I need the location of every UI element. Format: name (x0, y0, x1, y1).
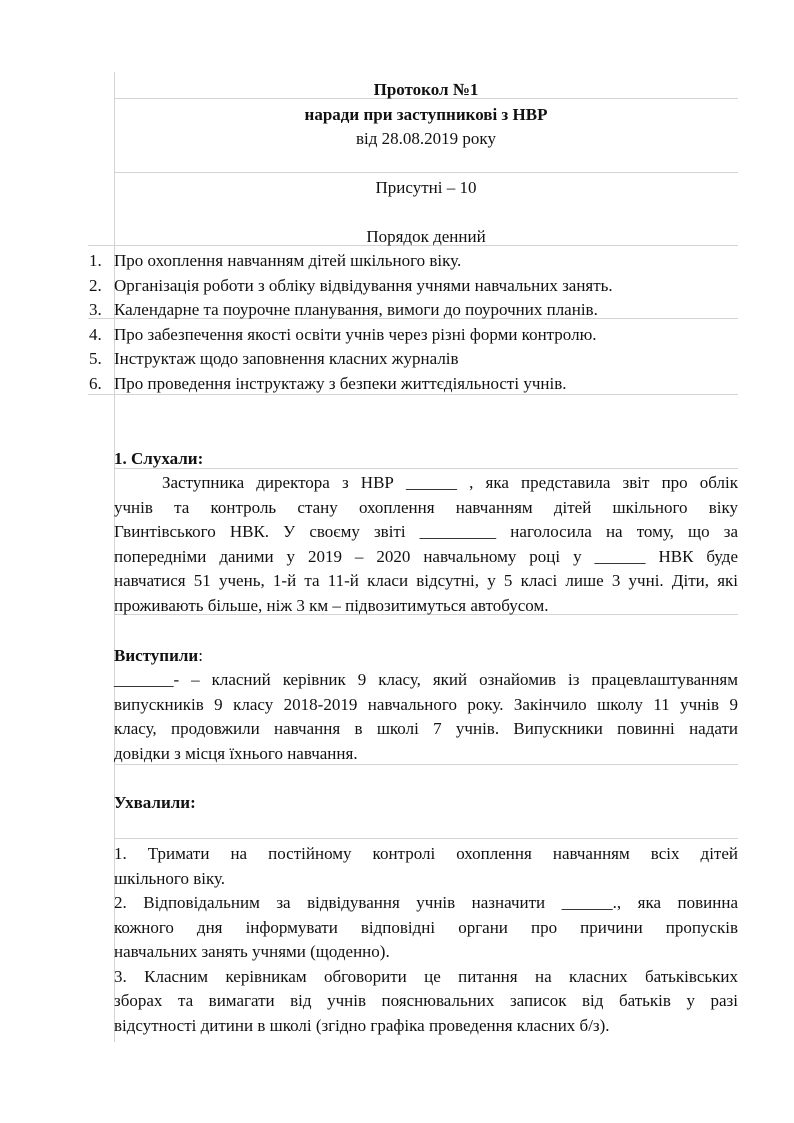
agenda-number: 2. (89, 276, 102, 295)
paragraph-line: довідки з місця їхнього навчання. (114, 743, 358, 763)
paragraph-line: Заступника директора з НВР ______ , яка представила звіт про облік (162, 473, 738, 492)
divider (114, 172, 738, 173)
divider (114, 838, 738, 839)
decision-line: 3. Класним керівникам обговорити це питання на класних батьківських (114, 966, 738, 986)
paragraph-line: класу, продовжили навчання в школі 7 учнів. Випускники повинні надати (114, 719, 738, 738)
heard-paragraph (114, 471, 738, 618)
present-count: Присутні – 10 (375, 178, 477, 197)
decision-line: зборах та вимагати від учнів пояснювальних записок від батьків у разі (114, 991, 738, 1010)
agenda-item: Про забезпечення якості освіти учнів через різні форми контролю. (114, 325, 597, 344)
agenda-item: Інструктаж щодо заповнення класних журналів (114, 349, 459, 368)
paragraph-line: проживають більше, ніж 3 км – підвозитимуться автобусом. (114, 595, 549, 615)
agenda-item: Про проведення інструктажу з безпеки життєдіяльності учнів. (114, 374, 567, 393)
decision-line: шкільного віку. (114, 868, 226, 888)
agenda-number: 4. (89, 325, 102, 344)
paragraph-line: учнів та контроль стану охоплення навчанням дітей шкільного віку (114, 497, 738, 517)
document-title: Протокол №1 (373, 80, 479, 99)
decision-line: 2. Відповідальним за відвідування учнів назначити ______., яка повинна (114, 893, 738, 912)
agenda-item: Календарне та поурочне планування, вимоги до поурочних планів. (114, 300, 598, 319)
section-heading-heard: 1. Слухали: (114, 449, 204, 468)
agenda-item: Організація роботи з обліку відвідування учнями навчальних занять. (114, 276, 613, 295)
agenda-number: 6. (89, 374, 102, 393)
paragraph-line: Гвинтівського НВК. У своєму звіті _________ наголосила на тому, що за (114, 522, 738, 541)
agenda-item: Про охоплення навчанням дітей шкільного віку. (114, 251, 462, 270)
decision-line: навчальних занять учнями (щоденно). (114, 942, 390, 961)
section-heading-decisions: Ухвалили: (114, 793, 196, 812)
decision-line: кожного дня інформувати відповідні органи про причини пропусків (114, 917, 738, 937)
paragraph-line: навчатися 51 учень, 1-й та 11-й класи відсутні, у 5 класі лише 3 учні. Діти, які (114, 571, 738, 590)
speakers-paragraph (114, 668, 738, 766)
decisions-list (114, 842, 738, 1038)
agenda-number: 3. (89, 300, 102, 319)
divider (114, 468, 738, 469)
paragraph-line: випускників 9 класу 2018-2019 навчального року. Закінчило школу 11 учнів 9 (114, 694, 738, 714)
document-date: від 28.08.2019 року (356, 129, 496, 148)
section-heading-speakers (114, 644, 203, 668)
decision-line: 1. Тримати на постійному контролі охоплення навчанням всіх дітей (114, 844, 738, 863)
document-subtitle: наради при заступникові з НВР (304, 105, 548, 124)
agenda-number: 1. (89, 251, 102, 270)
agenda-title: Порядок денний (366, 227, 486, 246)
paragraph-line: попередніми даними у 2019 – 2020 навчальному році у ______ НВК буде (114, 546, 738, 566)
agenda-number: 5. (89, 349, 102, 368)
speakers-heading-colon: : (198, 646, 203, 665)
decision-line: відсутності дитини в школі (згідно графіка проведення класних б/з). (114, 1015, 610, 1035)
paragraph-line: _______- – класний керівник 9 класу, який ознайомив із працевлаштуванням (114, 670, 738, 689)
speakers-heading-text: Виступили (114, 646, 199, 665)
